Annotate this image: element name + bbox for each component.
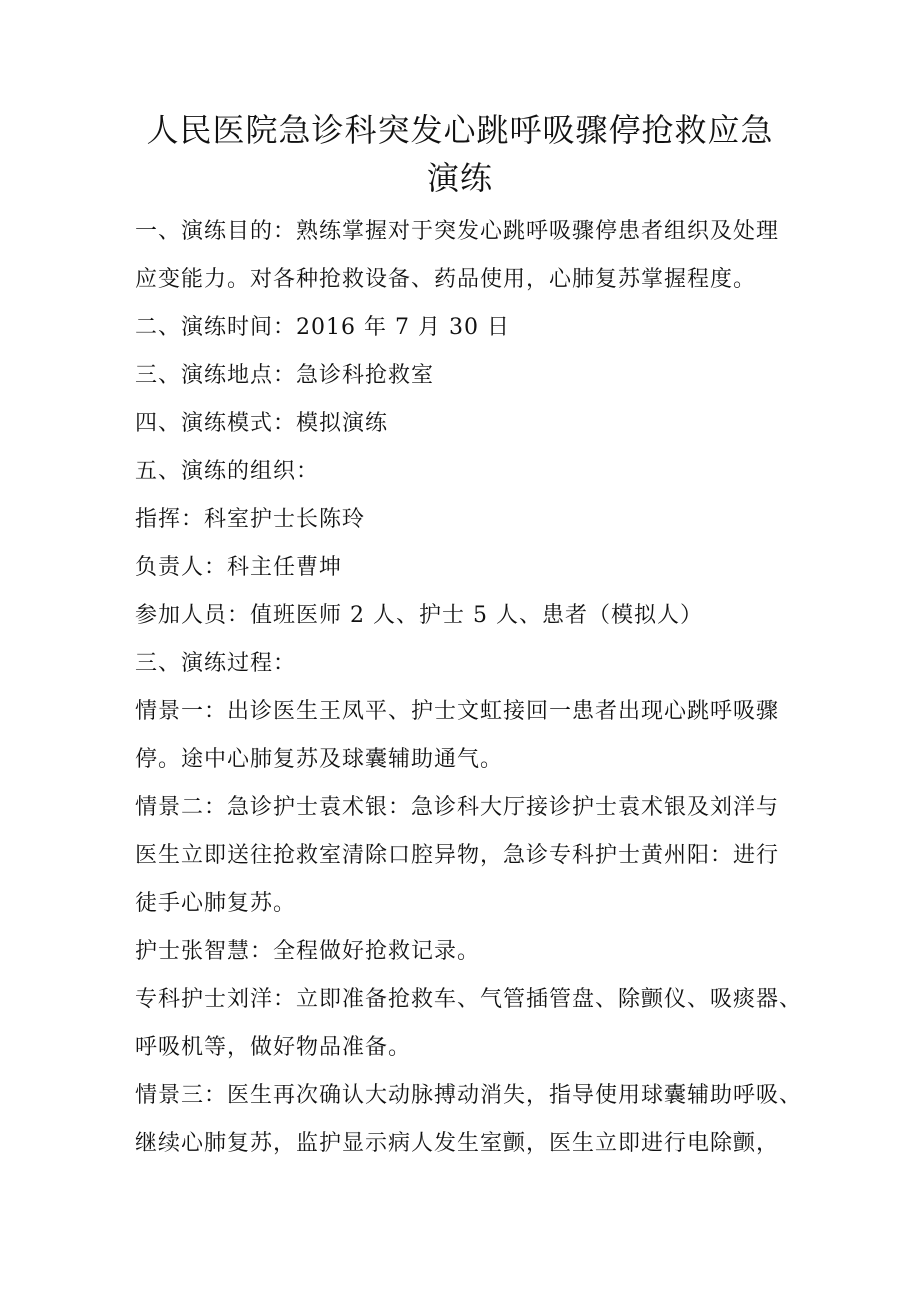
- paragraph-line: 专科护士刘洋：立即准备抢救车、气管插管盘、除颤仪、吸痰器、: [135, 987, 803, 1012]
- paragraph-line: 徒手心肺复苏。: [135, 891, 297, 916]
- document-title-line-2: 演练: [426, 159, 493, 197]
- document-title-line-1: 人民医院急诊科突发心跳呼吸骤停抢救应急: [146, 111, 774, 149]
- paragraph-line: 情景二：急诊护士袁术银：急诊科大厅接诊护士袁术银及刘洋与: [135, 795, 780, 820]
- paragraph-line: 情景三：医生再次确认大动脉搏动消失，指导使用球囊辅助呼吸、: [135, 1083, 803, 1108]
- paragraph-line: 三、演练地点：急诊科抢救室: [135, 363, 435, 388]
- paragraph-line: 三、演练过程：: [135, 651, 297, 676]
- paragraph-line: 指挥：科室护士长陈玲: [135, 507, 366, 532]
- paragraph-line: 呼吸机等，做好物品准备。: [135, 1035, 412, 1060]
- paragraph-line: 应变能力。对各种抢救设备、药品使用，心肺复苏掌握程度。: [135, 267, 757, 292]
- paragraph-line: 四、演练模式：模拟演练: [135, 411, 389, 436]
- paragraph-line: 情景一：出诊医生王凤平、护士文虹接回一患者出现心跳呼吸骤: [135, 699, 780, 724]
- paragraph-line: 继续心肺复苏，监护显示病人发生室颤，医生立即进行电除颤，: [135, 1131, 780, 1156]
- paragraph-line: 护士张智慧：全程做好抢救记录。: [135, 939, 481, 964]
- paragraph-line: 二、演练时间：2016 年 7 月 30 日: [135, 315, 510, 340]
- paragraph-line: 五、演练的组织：: [135, 459, 320, 484]
- paragraph-line: 负责人：科主任曹坤: [135, 555, 343, 580]
- paragraph-line: 参加人员：值班医师 2 人、护士 5 人、患者（模拟人）: [135, 603, 703, 628]
- paragraph-line: 停。途中心肺复苏及球囊辅助通气。: [135, 747, 504, 772]
- paragraph-line: 一、演练目的：熟练掌握对于突发心跳呼吸骤停患者组织及处理: [135, 219, 780, 244]
- paragraph-line: 医生立即送往抢救室清除口腔异物，急诊专科护士黄州阳：进行: [135, 843, 780, 868]
- document-body: [135, 208, 815, 1168]
